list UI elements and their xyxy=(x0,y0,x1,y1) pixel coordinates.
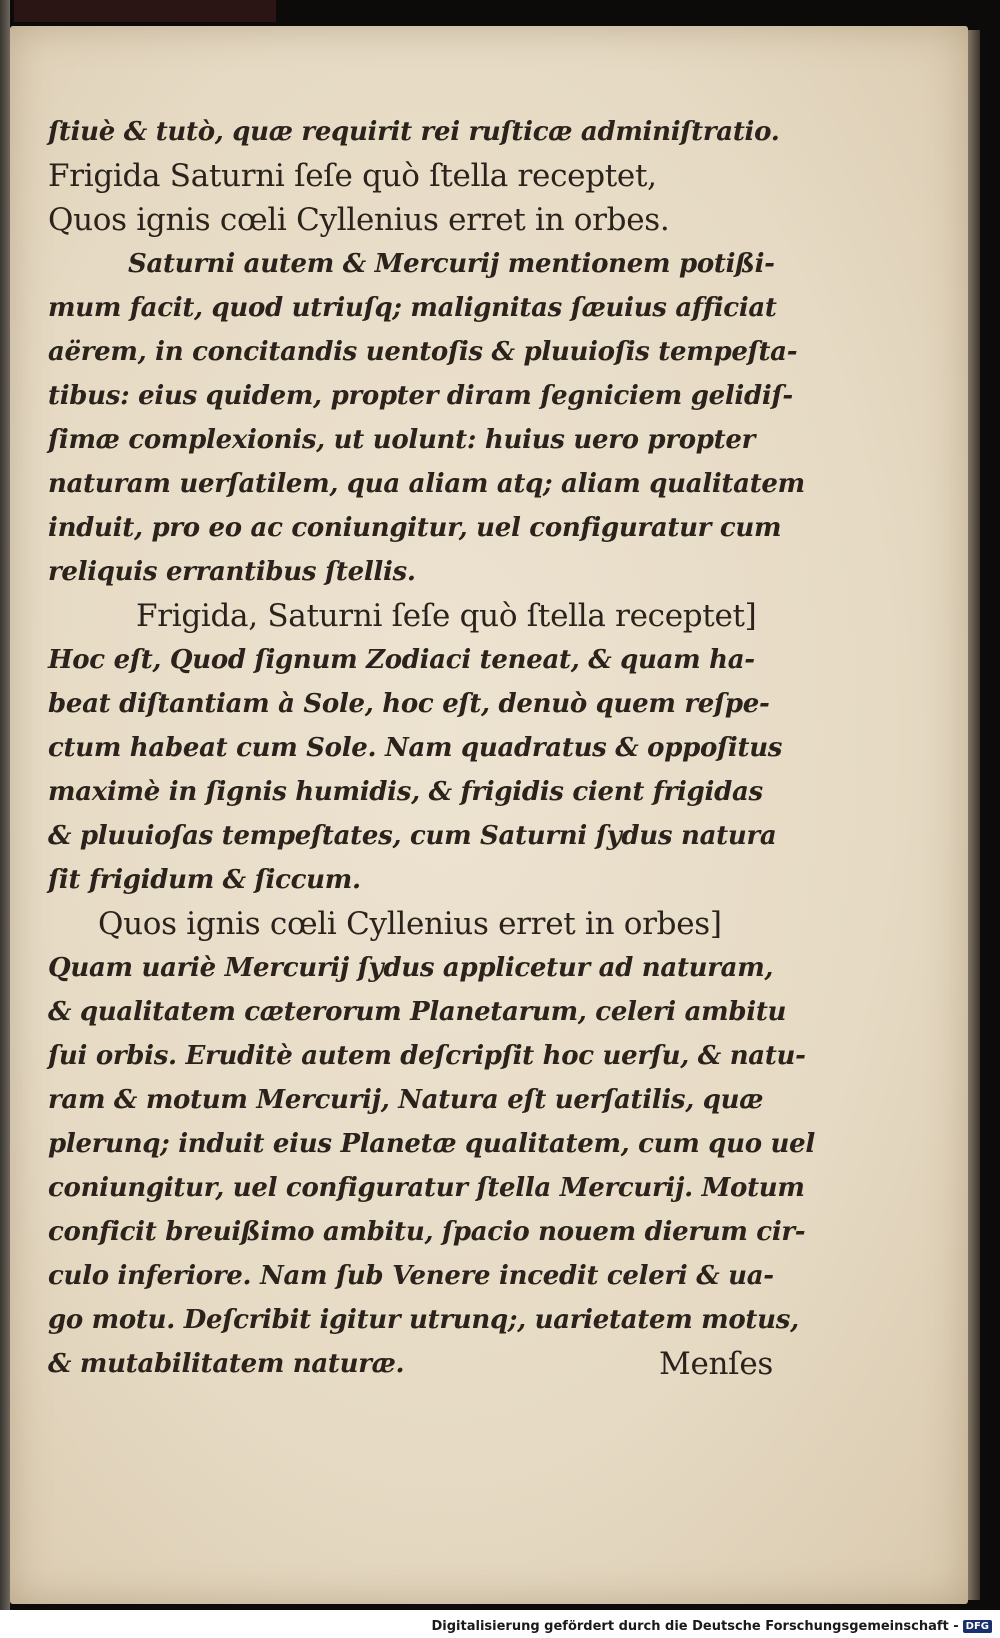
page-right-edge xyxy=(966,30,980,1600)
text-line: coniungitur, uel configuratur ſtella Mercurij. Motum xyxy=(48,1173,805,1203)
text-line: beat diſtantiam à Sole, hoc eſt, denuò quem reſpe- xyxy=(48,689,770,719)
text-line: & pluuioſas tempeſtates, cum Saturni ſydus natura xyxy=(48,821,777,851)
text-line: & qualitatem cæterorum Planetarum, celeri ambitu xyxy=(48,997,787,1027)
digitization-credit xyxy=(432,1619,993,1634)
credit-text: Digitalisierung gefördert durch die Deutsche Forschungsgemeinschaft - xyxy=(431,1619,959,1634)
verse-line: Quos ignis cœli Cyllenius erret in orbes. xyxy=(48,202,670,238)
text-line: Hoc eſt, Quod ſignum Zodiaci teneat, & quam ha- xyxy=(48,645,755,675)
text-line: & mutabilitatem naturæ. xyxy=(48,1349,405,1379)
text-line: naturam uerſatilem, qua aliam atq; aliam qualitatem xyxy=(48,469,805,499)
text-line: induit, pro eo ac coniungitur, uel configuratur cum xyxy=(48,513,782,543)
lemma-line: Quos ignis cœli Cyllenius erret in orbes] xyxy=(98,906,722,942)
last-line-row xyxy=(48,1342,773,1386)
text-line: Saturni autem & Mercurij mentionem potißi- xyxy=(128,249,775,279)
text-line: ſtiuè & tutò, quæ requirit rei ruſticæ adminiſtratio. xyxy=(48,117,780,147)
page-text xyxy=(48,110,815,1386)
text-line: tibus: eius quidem, propter diram ſegniciem gelidiſ- xyxy=(48,381,793,411)
text-line: maximè in ſignis humidis, & frigidis cient frigidas xyxy=(48,777,763,807)
text-line: culo inferiore. Nam ſub Venere incedit celeri & ua- xyxy=(48,1261,774,1291)
lemma-line: Frigida, Saturni ſeſe quò ſtella receptet] xyxy=(136,598,757,634)
text-line: mum facit, quod utriuſq; malignitas ſæuius afficiat xyxy=(48,293,777,323)
binding-strip xyxy=(14,0,276,22)
text-line: reliquis errantibus ſtellis. xyxy=(48,557,416,587)
text-line: ſimæ complexionis, ut uolunt: huius uero propter xyxy=(48,425,755,455)
text-line: ctum habeat cum Sole. Nam quadratus & oppoſitus xyxy=(48,733,783,763)
verse-line: Frigida Saturni ſeſe quò ſtella receptet, xyxy=(48,158,657,194)
dfg-logo: DFG xyxy=(963,1620,992,1633)
text-line: Quam uariè Mercurij ſydus applicetur ad naturam, xyxy=(48,953,774,983)
book-left-edge xyxy=(0,0,10,1610)
text-line: conficit breuißimo ambitu, ſpacio nouem dierum cir- xyxy=(48,1217,806,1247)
text-line: ram & motum Mercurij, Natura eſt uerſatilis, quæ xyxy=(48,1085,764,1115)
text-line: ſit frigidum & ſiccum. xyxy=(48,865,361,895)
text-line: aërem, in concitandis uentoſis & pluuioſis tempeſta- xyxy=(48,337,798,367)
text-line: plerunq; induit eius Planetæ qualitatem, cum quo uel xyxy=(48,1129,815,1159)
text-line: ſui orbis. Eruditè autem deſcripſit hoc uerſu, & natu- xyxy=(48,1041,806,1071)
catchword: Menſes xyxy=(659,1346,773,1382)
text-line: go motu. Deſcribit igitur utrunq;, uarietatem motus, xyxy=(48,1305,799,1335)
